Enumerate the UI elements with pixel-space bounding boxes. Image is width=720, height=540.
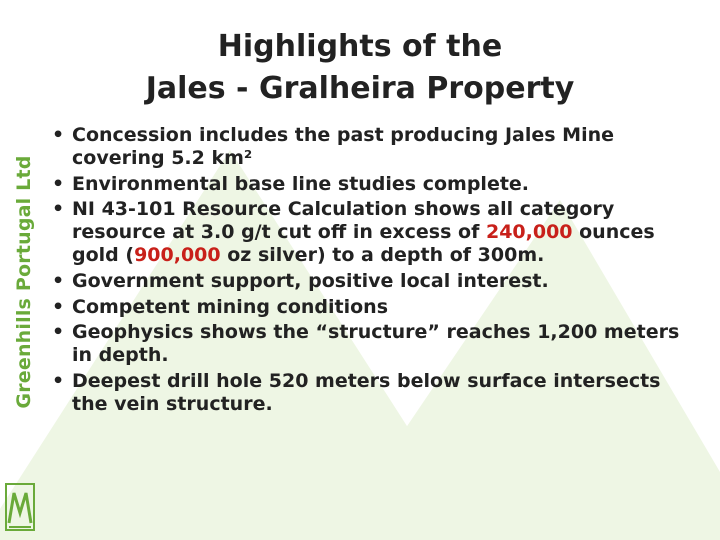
bullet-text: Competent mining conditions — [72, 295, 389, 318]
bullet-text-part: ounces gold ( — [72, 221, 655, 266]
bullet-text: Concession includes the past producing Jales Mine covering 5.2 km² — [72, 124, 615, 169]
title-line-2: Jales - Gralheira Property — [145, 71, 575, 106]
list-item — [50, 124, 690, 170]
bullet-icon: • — [52, 172, 65, 195]
page-title — [100, 26, 620, 110]
bullet-text: Deepest drill hole 520 meters below surface intersects the vein structure. — [72, 369, 661, 415]
list-item — [50, 270, 690, 293]
bullet-text: Environmental base line studies complete. — [72, 172, 530, 195]
bullet-text: Government support, positive local interest. — [72, 269, 549, 292]
list-item — [50, 296, 690, 319]
list-item — [50, 198, 690, 266]
green-mountain-logo-icon — [5, 483, 35, 531]
list-item — [50, 173, 690, 196]
company-side-label: Greenhills Portugal Ltd — [13, 155, 35, 409]
bullet-icon: • — [52, 124, 65, 146]
title-line-1: Highlights of the — [217, 29, 503, 64]
bullet-text-part: NI 43-101 Resource Calculation shows all category resource at 3.0 g/t cut off in excess of — [72, 198, 615, 244]
bullet-text — [72, 198, 655, 266]
bullet-icon: • — [52, 269, 65, 292]
silver-ounces-value: 900,000 — [134, 243, 221, 266]
highlights-list — [50, 124, 690, 419]
list-item — [50, 370, 690, 416]
bullet-text: Geophysics shows the “structure” reaches 1,200 meters in depth. — [72, 321, 680, 367]
bullet-icon: • — [52, 369, 65, 392]
bullet-icon: • — [52, 295, 65, 318]
list-item — [50, 321, 690, 367]
bullet-icon: • — [52, 321, 65, 344]
bullet-icon: • — [52, 198, 65, 221]
bullet-text-part: oz silver) to a depth of 300m. — [220, 243, 545, 266]
gold-ounces-value: 240,000 — [485, 221, 573, 244]
